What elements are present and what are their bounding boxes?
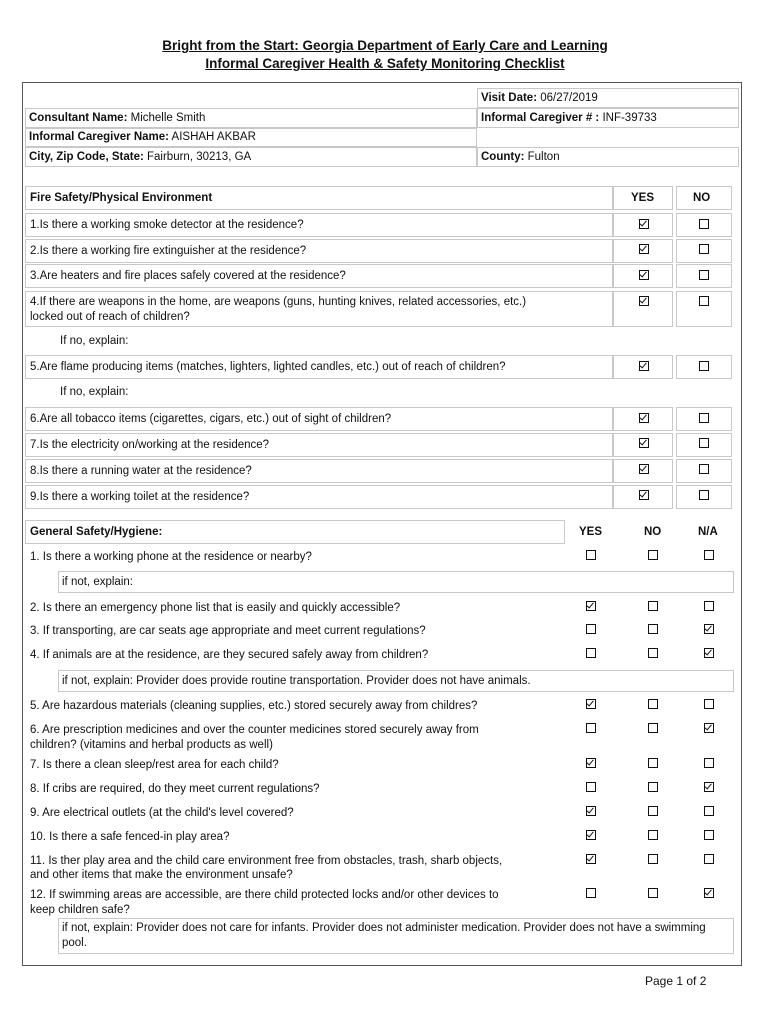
general-q4-no-checkbox[interactable] — [648, 648, 658, 658]
general-q3-no-checkbox[interactable] — [648, 624, 658, 634]
fire-q2-no-checkbox[interactable] — [699, 244, 709, 254]
general-q7-yes-checkbox[interactable] — [586, 758, 596, 768]
fire-q1-no-checkbox[interactable] — [699, 219, 709, 229]
general-na-header: N/A — [698, 526, 718, 538]
general-q3-na-checkbox[interactable] — [704, 624, 714, 634]
general-q5-yes-checkbox[interactable] — [586, 699, 596, 709]
visit-date: Visit Date: 06/27/2019 — [481, 92, 598, 104]
fire-q3-yes-checkbox[interactable] — [639, 270, 649, 280]
fire-q9-no-checkbox[interactable] — [699, 490, 709, 500]
general-yes-header: YES — [579, 526, 603, 538]
general-question-7: 7. Is there a clean sleep/rest area for each child? — [30, 759, 279, 771]
general-heading: General Safety/Hygiene: — [30, 526, 163, 538]
form-title: Bright from the Start: Georgia Department of Early Care and Learning — [162, 38, 608, 53]
fire-q6-no-checkbox[interactable] — [699, 413, 709, 423]
general-q4-yes-checkbox[interactable] — [586, 648, 596, 658]
general-explain-3: if not, explain: Provider does not care for infants. Provider does not administer medication. Provider does not have a swimming pool. — [62, 922, 706, 949]
general-q7-no-checkbox[interactable] — [648, 758, 658, 768]
general-q3-yes-checkbox[interactable] — [586, 624, 596, 634]
fire-q9-yes-checkbox[interactable] — [639, 490, 649, 500]
fire-question-5: 5.Are flame producing items (matches, lighters, lighted candles, etc.) out of reach of children? — [30, 361, 506, 373]
general-question-12-line2: keep children safe? — [30, 904, 130, 916]
general-q10-yes-checkbox[interactable] — [586, 830, 596, 840]
general-q8-na-checkbox[interactable] — [704, 782, 714, 792]
general-q9-no-checkbox[interactable] — [648, 806, 658, 816]
fire-explain-1: If no, explain: — [60, 335, 129, 347]
general-q8-yes-checkbox[interactable] — [586, 782, 596, 792]
general-question-2: 2. Is there an emergency phone list that is easily and quickly accessible? — [30, 602, 401, 614]
general-q1-na-checkbox[interactable] — [704, 550, 714, 560]
general-explain-2: if not, explain: Provider does provide routine transportation. Provider does not have animals. — [62, 675, 531, 687]
general-q2-yes-checkbox[interactable] — [586, 601, 596, 611]
general-question-1: 1. Is there a working phone at the residence or nearby? — [30, 551, 312, 563]
general-q6-no-checkbox[interactable] — [648, 723, 658, 733]
fire-q5-yes-checkbox[interactable] — [639, 361, 649, 371]
general-explain-1: if not, explain: — [62, 576, 133, 588]
city-zip-state: City, Zip Code, State: Fairburn, 30213, GA — [29, 151, 252, 163]
fire-question-1: 1.Is there a working smoke detector at the residence? — [30, 219, 304, 231]
fire-q8-no-checkbox[interactable] — [699, 464, 709, 474]
fire-question-9: 9.Is there a working toilet at the residence? — [30, 491, 250, 503]
general-q1-yes-checkbox[interactable] — [586, 550, 596, 560]
fire-question-7: 7.Is the electricity on/working at the residence? — [30, 439, 270, 451]
general-question-12-line1: 12. If swimming areas are accessible, are there child protected locks and/or other devices to — [30, 889, 499, 901]
general-question-6-line2: children? (vitamins and herbal products as well) — [30, 739, 273, 751]
fire-q6-yes-checkbox[interactable] — [639, 413, 649, 423]
general-question-9: 9. Are electrical outlets (at the child's level covered? — [30, 807, 294, 819]
fire-question-6: 6.Are all tobacco items (cigarettes, cigars, etc.) out of sight of children? — [30, 413, 392, 425]
general-q7-na-checkbox[interactable] — [704, 758, 714, 768]
general-q6-yes-checkbox[interactable] — [586, 723, 596, 733]
general-q2-na-checkbox[interactable] — [704, 601, 714, 611]
general-q12-no-checkbox[interactable] — [648, 888, 658, 898]
general-question-6-line1: 6. Are prescription medicines and over the counter medicines stored securely away from — [30, 724, 479, 736]
fire-question-2: 2.Is there a working fire extinguisher at the residence? — [30, 245, 307, 257]
general-q12-yes-checkbox[interactable] — [586, 888, 596, 898]
consultant-name: Consultant Name: Michelle Smith — [29, 112, 206, 124]
general-q9-na-checkbox[interactable] — [704, 806, 714, 816]
general-no-header: NO — [644, 526, 662, 538]
general-q4-na-checkbox[interactable] — [704, 648, 714, 658]
general-q9-yes-checkbox[interactable] — [586, 806, 596, 816]
general-q10-no-checkbox[interactable] — [648, 830, 658, 840]
fire-heading: Fire Safety/Physical Environment — [30, 192, 213, 204]
general-q10-na-checkbox[interactable] — [704, 830, 714, 840]
fire-question-3: 3.Are heaters and fire places safely covered at the residence? — [30, 270, 346, 282]
fire-question-4-line1: 4.If there are weapons in the home, are weapons (guns, hunting knives, related accessories, etc.) — [30, 296, 527, 308]
fire-q4-yes-checkbox[interactable] — [639, 296, 649, 306]
general-question-8: 8. If cribs are required, do they meet current regulations? — [30, 783, 320, 795]
general-question-3: 3. If transporting, are car seats age appropriate and meet current regulations? — [30, 625, 426, 637]
general-q11-yes-checkbox[interactable] — [586, 854, 596, 864]
general-question-10: 10. Is there a safe fenced-in play area? — [30, 831, 230, 843]
general-q12-na-checkbox[interactable] — [704, 888, 714, 898]
fire-q5-no-checkbox[interactable] — [699, 361, 709, 371]
fire-no-header: NO — [693, 192, 711, 204]
caregiver-number: Informal Caregiver # : INF-39733 — [481, 112, 657, 124]
fire-q1-yes-checkbox[interactable] — [639, 219, 649, 229]
general-question-5: 5. Are hazardous materials (cleaning supplies, etc.) stored securely away from childres? — [30, 700, 478, 712]
general-question-11-line1: 11. Is ther play area and the child care environment free from obstacles, trash, sharb objects, — [30, 855, 503, 867]
fire-question-8: 8.Is there a running water at the residence? — [30, 465, 252, 477]
general-q11-na-checkbox[interactable] — [704, 854, 714, 864]
caregiver-name: Informal Caregiver Name: AISHAH AKBAR — [29, 131, 256, 143]
general-question-4: 4. If animals are at the residence, are they secured safely away from children? — [30, 649, 429, 661]
form-subtitle: Informal Caregiver Health & Safety Monitoring Checklist — [205, 56, 565, 71]
fire-q3-no-checkbox[interactable] — [699, 270, 709, 280]
general-q6-na-checkbox[interactable] — [704, 723, 714, 733]
fire-q8-yes-checkbox[interactable] — [639, 464, 649, 474]
fire-q7-no-checkbox[interactable] — [699, 438, 709, 448]
fire-q7-yes-checkbox[interactable] — [639, 438, 649, 448]
general-q1-no-checkbox[interactable] — [648, 550, 658, 560]
county: County: Fulton — [481, 151, 560, 163]
general-explain-1-cell — [58, 571, 734, 593]
fire-q2-yes-checkbox[interactable] — [639, 244, 649, 254]
general-q11-no-checkbox[interactable] — [648, 854, 658, 864]
general-question-11-line2: and other items that make the environment unsafe? — [30, 869, 293, 881]
general-q8-no-checkbox[interactable] — [648, 782, 658, 792]
fire-q4-no-checkbox[interactable] — [699, 296, 709, 306]
fire-yes-header: YES — [631, 192, 655, 204]
general-q5-no-checkbox[interactable] — [648, 699, 658, 709]
general-q2-no-checkbox[interactable] — [648, 601, 658, 611]
general-q5-na-checkbox[interactable] — [704, 699, 714, 709]
fire-question-4-line2: locked out of reach of children? — [30, 311, 190, 323]
fire-explain-2: If no, explain: — [60, 386, 129, 398]
page-number: Page 1 of 2 — [645, 974, 707, 988]
